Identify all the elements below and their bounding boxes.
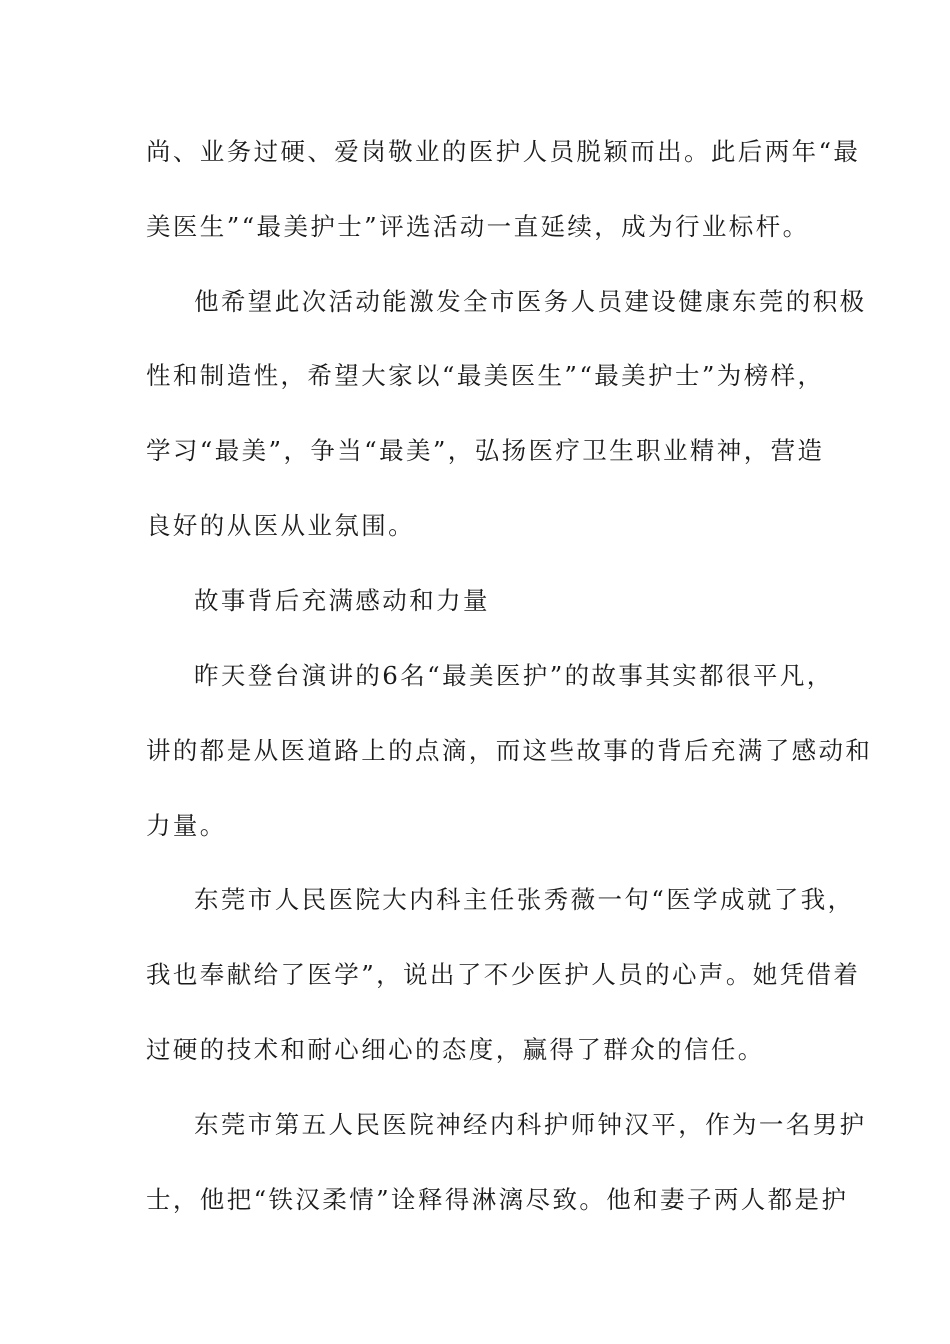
text-line: 尚、业务过硬、爱岗敬业的医护人员脱颖而出。此后两年“最 <box>146 137 861 166</box>
text-line: 学习“最美”，争当“最美”，弘扬医疗卫生职业精神，营造 <box>146 436 825 465</box>
paragraph-start-line: 东莞市人民医院大内科主任张秀薇一句“医学成就了我， <box>194 885 855 914</box>
paragraph-start-line: 他希望此次活动能激发全市医务人员建设健康东莞的积极 <box>194 287 867 316</box>
text-line: 力量。 <box>146 811 227 840</box>
text-line: 我也奉献给了医学”，说出了不少医护人员的心声。她凭借着 <box>146 960 861 989</box>
text-line: 讲的都是从医道路上的点滴，而这些故事的背后充满了感动和 <box>146 736 873 765</box>
text-line: 士，他把“铁汉柔情”诠释得淋漓尽致。他和妻子两人都是护 <box>146 1185 849 1214</box>
text-line: 美医生”“最美护士”评选活动一直延续，成为行业标杆。 <box>146 212 810 241</box>
text-line: 过硬的技术和耐心细心的态度，赢得了群众的信任。 <box>146 1035 765 1064</box>
section-heading: 故事背后充满感动和力量 <box>194 586 490 615</box>
text-line: 良好的从医从业氛围。 <box>146 511 415 540</box>
text-line: 性和制造性，希望大家以“最美医生”“最美护士”为榜样， <box>146 361 825 390</box>
paragraph-start-line: 昨天登台演讲的6名“最美医护”的故事其实都很平凡， <box>194 661 834 690</box>
paragraph-start-line: 东莞市第五人民医院神经内科护师钟汉平，作为一名男护 <box>194 1110 867 1139</box>
